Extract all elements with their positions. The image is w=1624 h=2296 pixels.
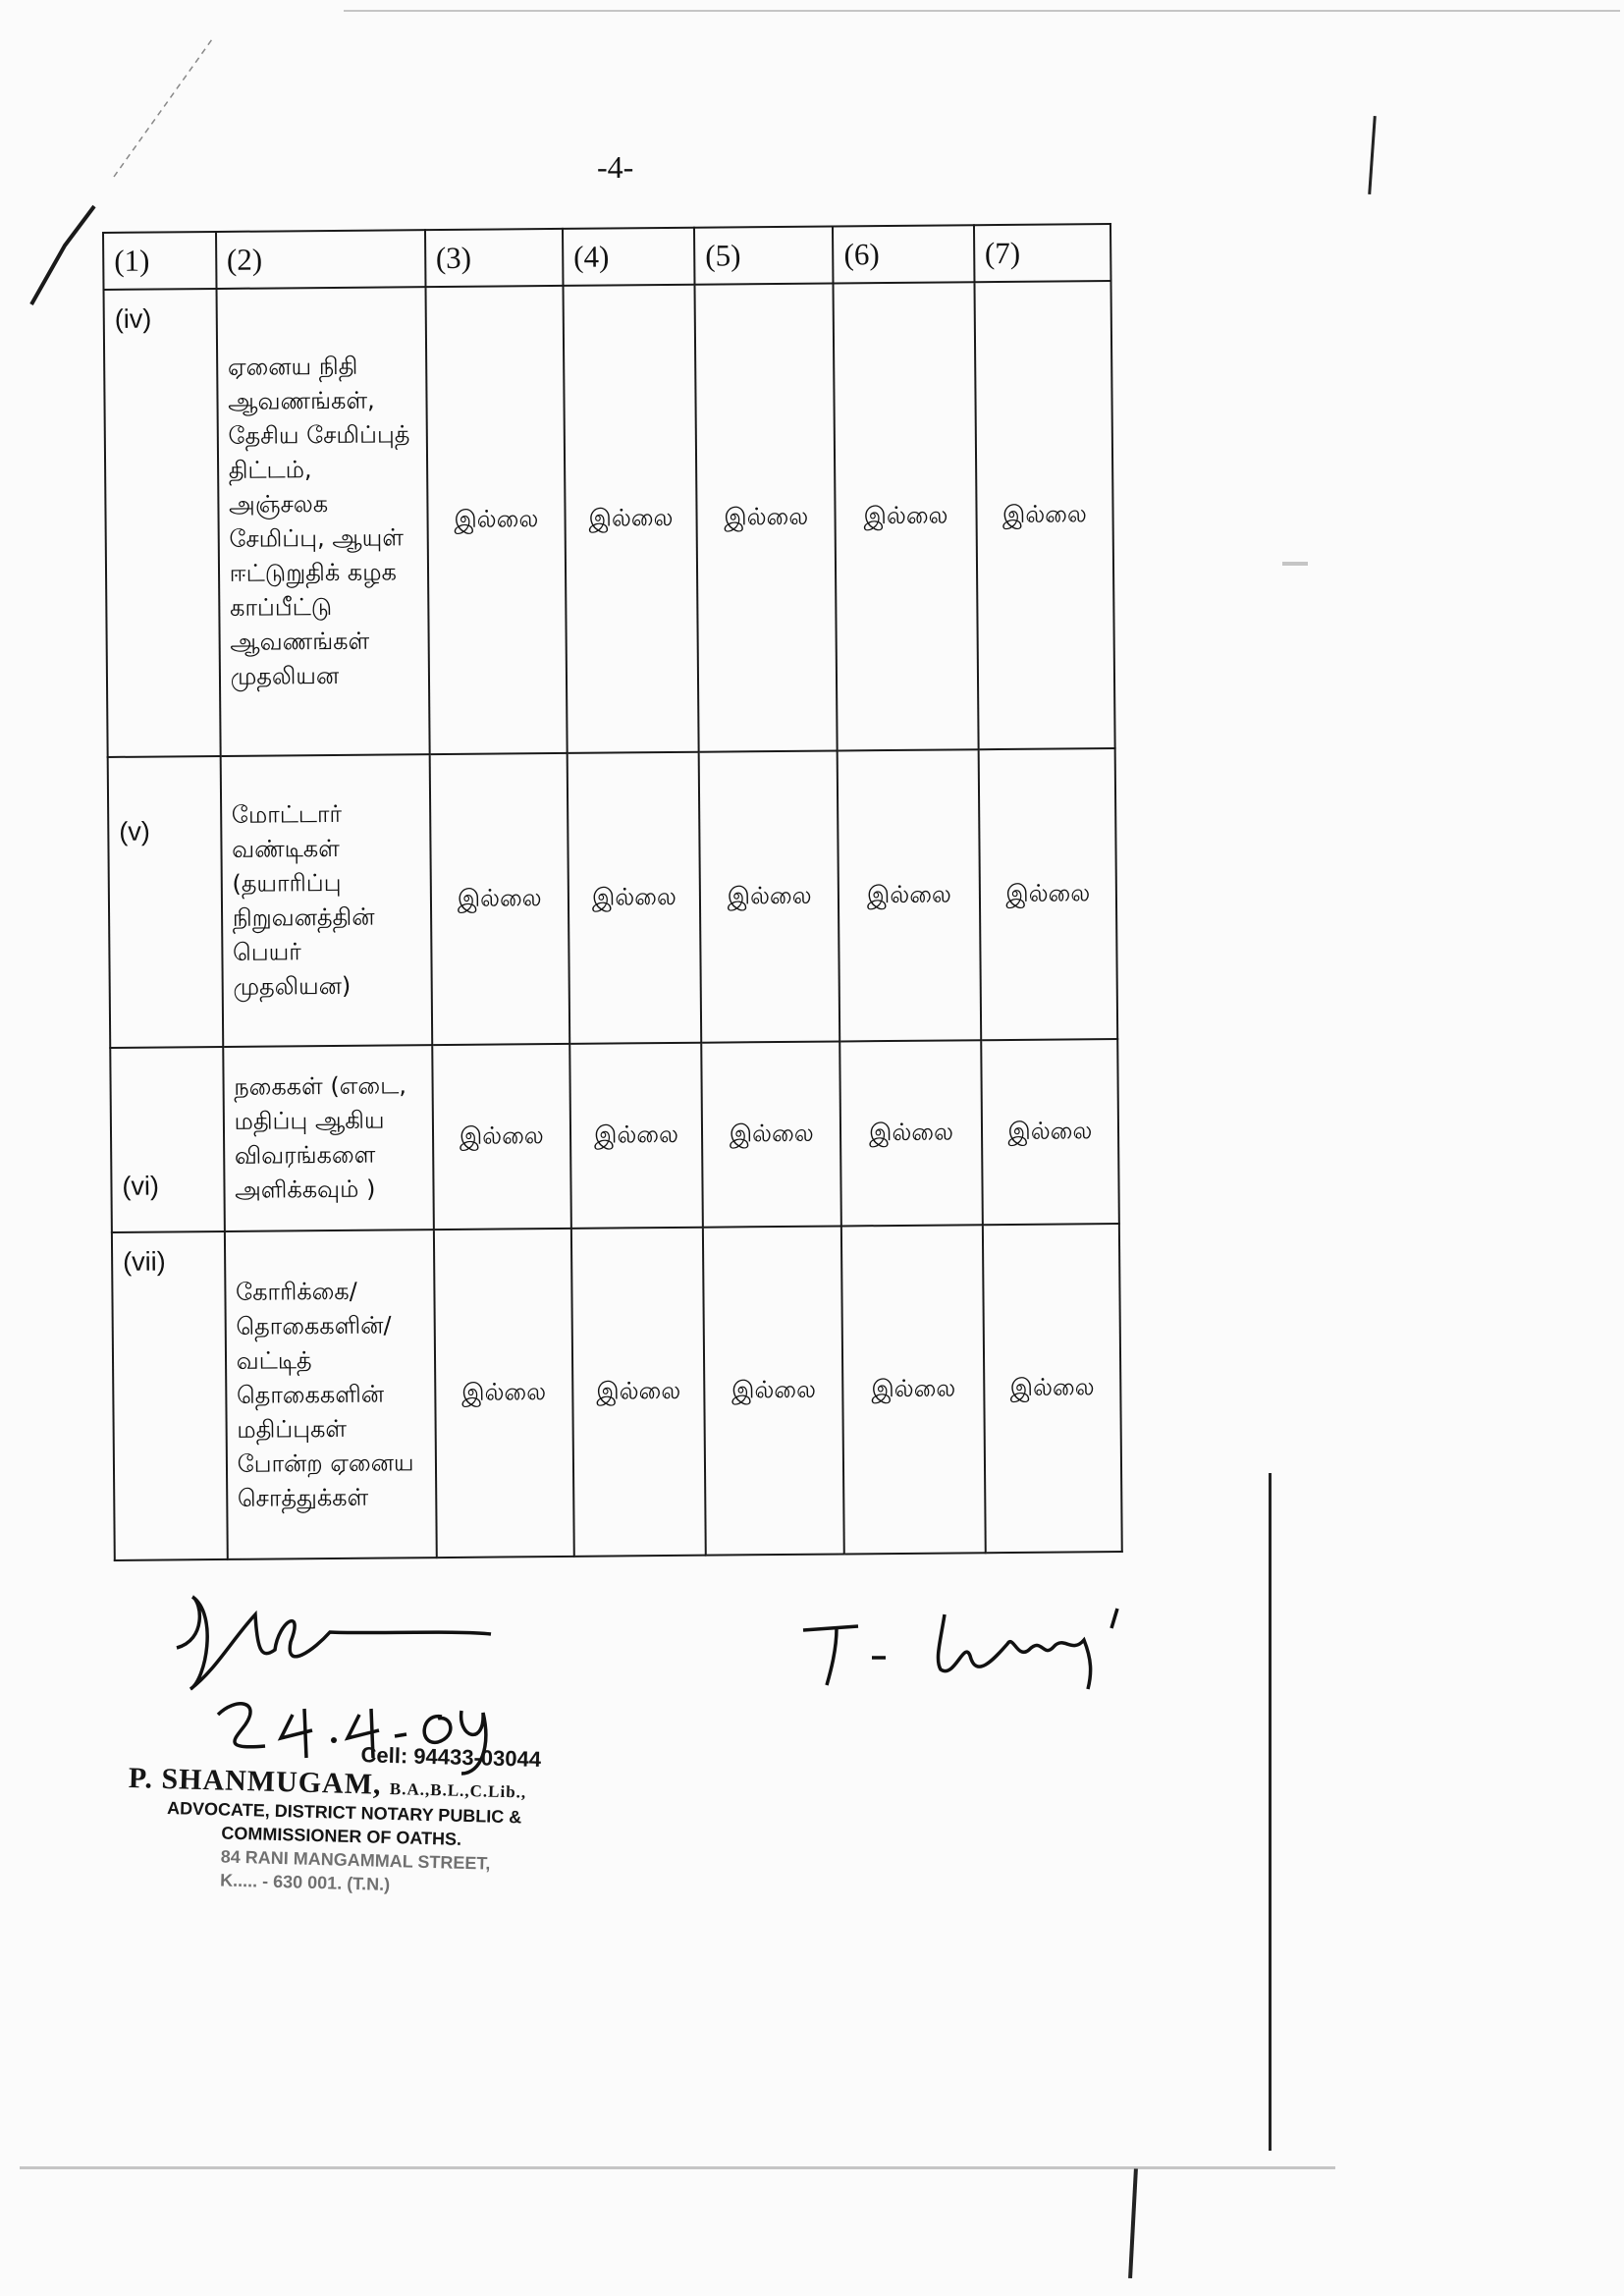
bottom-scan-line: [20, 2166, 1335, 2169]
column-header: (3): [425, 229, 564, 287]
value-cell: இல்லை: [434, 1229, 574, 1558]
page-number: -4-: [597, 149, 634, 185]
row-index: (vi): [110, 1047, 224, 1232]
table-row: [108, 748, 1118, 1048]
corner-fold-mark: [26, 20, 222, 314]
value-cell: இல்லை: [695, 284, 838, 752]
table-row: [104, 281, 1115, 757]
value-cell: இல்லை: [571, 1228, 706, 1557]
value-cell: இல்லை: [425, 286, 567, 754]
value-cell: இல்லை: [983, 1224, 1122, 1553]
speck: [1282, 562, 1308, 566]
row-index: (v): [108, 756, 223, 1048]
stamp-name: P. SHANMUGAM,: [128, 1761, 382, 1801]
right-margin-line: [1269, 1473, 1272, 2151]
row-description: மோட்டார் வண்டிகள் (தயாரிப்பு நிறுவனத்தின் பெயர் முதலியன): [220, 754, 432, 1047]
stamp-line: ADVOCATE, DISTRICT NOTARY PUBLIC &: [166, 1798, 522, 1828]
column-header: (2): [216, 230, 425, 289]
value-cell: இல்லை: [840, 1040, 983, 1226]
table-row: [110, 1039, 1119, 1232]
stamp-line: K..... - 630 001. (T.N.): [219, 1870, 391, 1894]
right-signature: [797, 1601, 1190, 1709]
top-edge-mark: [1368, 116, 1377, 194]
value-cell: இல்லை: [841, 1225, 985, 1554]
column-header: (5): [694, 227, 834, 285]
stamp-degrees: B.A.,B.L.,C.Lib.,: [389, 1778, 527, 1802]
row-description: ஏனைய நிதி ஆவணங்கள், தேசிய சேமிப்புத் திட்டம், அஞ்சலக சேமிப்பு, ஆயுள் ஈட்டுறுதிக் கழக காப்பீட்டு ஆவணங்கள் முதலியன: [216, 287, 429, 756]
value-cell: இல்லை: [699, 750, 840, 1042]
value-cell: இல்லை: [974, 281, 1114, 749]
row-index: (iv): [104, 289, 221, 757]
value-cell: இல்லை: [429, 753, 569, 1045]
top-scan-line: [344, 10, 1620, 12]
value-cell: இல்லை: [568, 752, 702, 1044]
stamp-line: COMMISSIONER OF OATHS.: [221, 1823, 462, 1849]
notary-stamp: [126, 1736, 601, 1902]
value-cell: இல்லை: [432, 1044, 571, 1230]
row-description: கோரிக்கை/ தொகைகளின்/ வட்டித் தொகைகளின் மதிப்புகள் போன்ற ஏனைய சொத்துக்கள்: [225, 1230, 437, 1559]
value-cell: இல்லை: [563, 285, 698, 753]
row-description: நகைகள் (எடை, மதிப்பு ஆகிய விவரங்களை அளிக்கவும் ): [223, 1045, 434, 1231]
assets-table: [102, 223, 1123, 1561]
value-cell: இல்லை: [978, 748, 1117, 1040]
value-cell: இல்லை: [703, 1226, 844, 1555]
row-index: (vii): [112, 1231, 228, 1560]
value-cell: இல்லை: [981, 1039, 1119, 1225]
bottom-edge-mark: [1128, 2168, 1138, 2278]
stamp-line: 84 RANI MANGAMMAL STREET,: [220, 1846, 491, 1874]
value-cell: இல்லை: [834, 282, 978, 750]
value-cell: இல்லை: [701, 1041, 841, 1227]
stamp-cell-number: Cell: 94433-03044: [360, 1742, 542, 1772]
column-header: (7): [974, 224, 1111, 282]
value-cell: இல்லை: [569, 1043, 703, 1229]
column-header: (6): [833, 225, 974, 283]
table-header-row: [103, 224, 1110, 290]
column-header: (1): [103, 232, 216, 290]
table-row: [112, 1224, 1122, 1560]
column-header: (4): [563, 228, 695, 286]
value-cell: இல்லை: [838, 749, 981, 1041]
